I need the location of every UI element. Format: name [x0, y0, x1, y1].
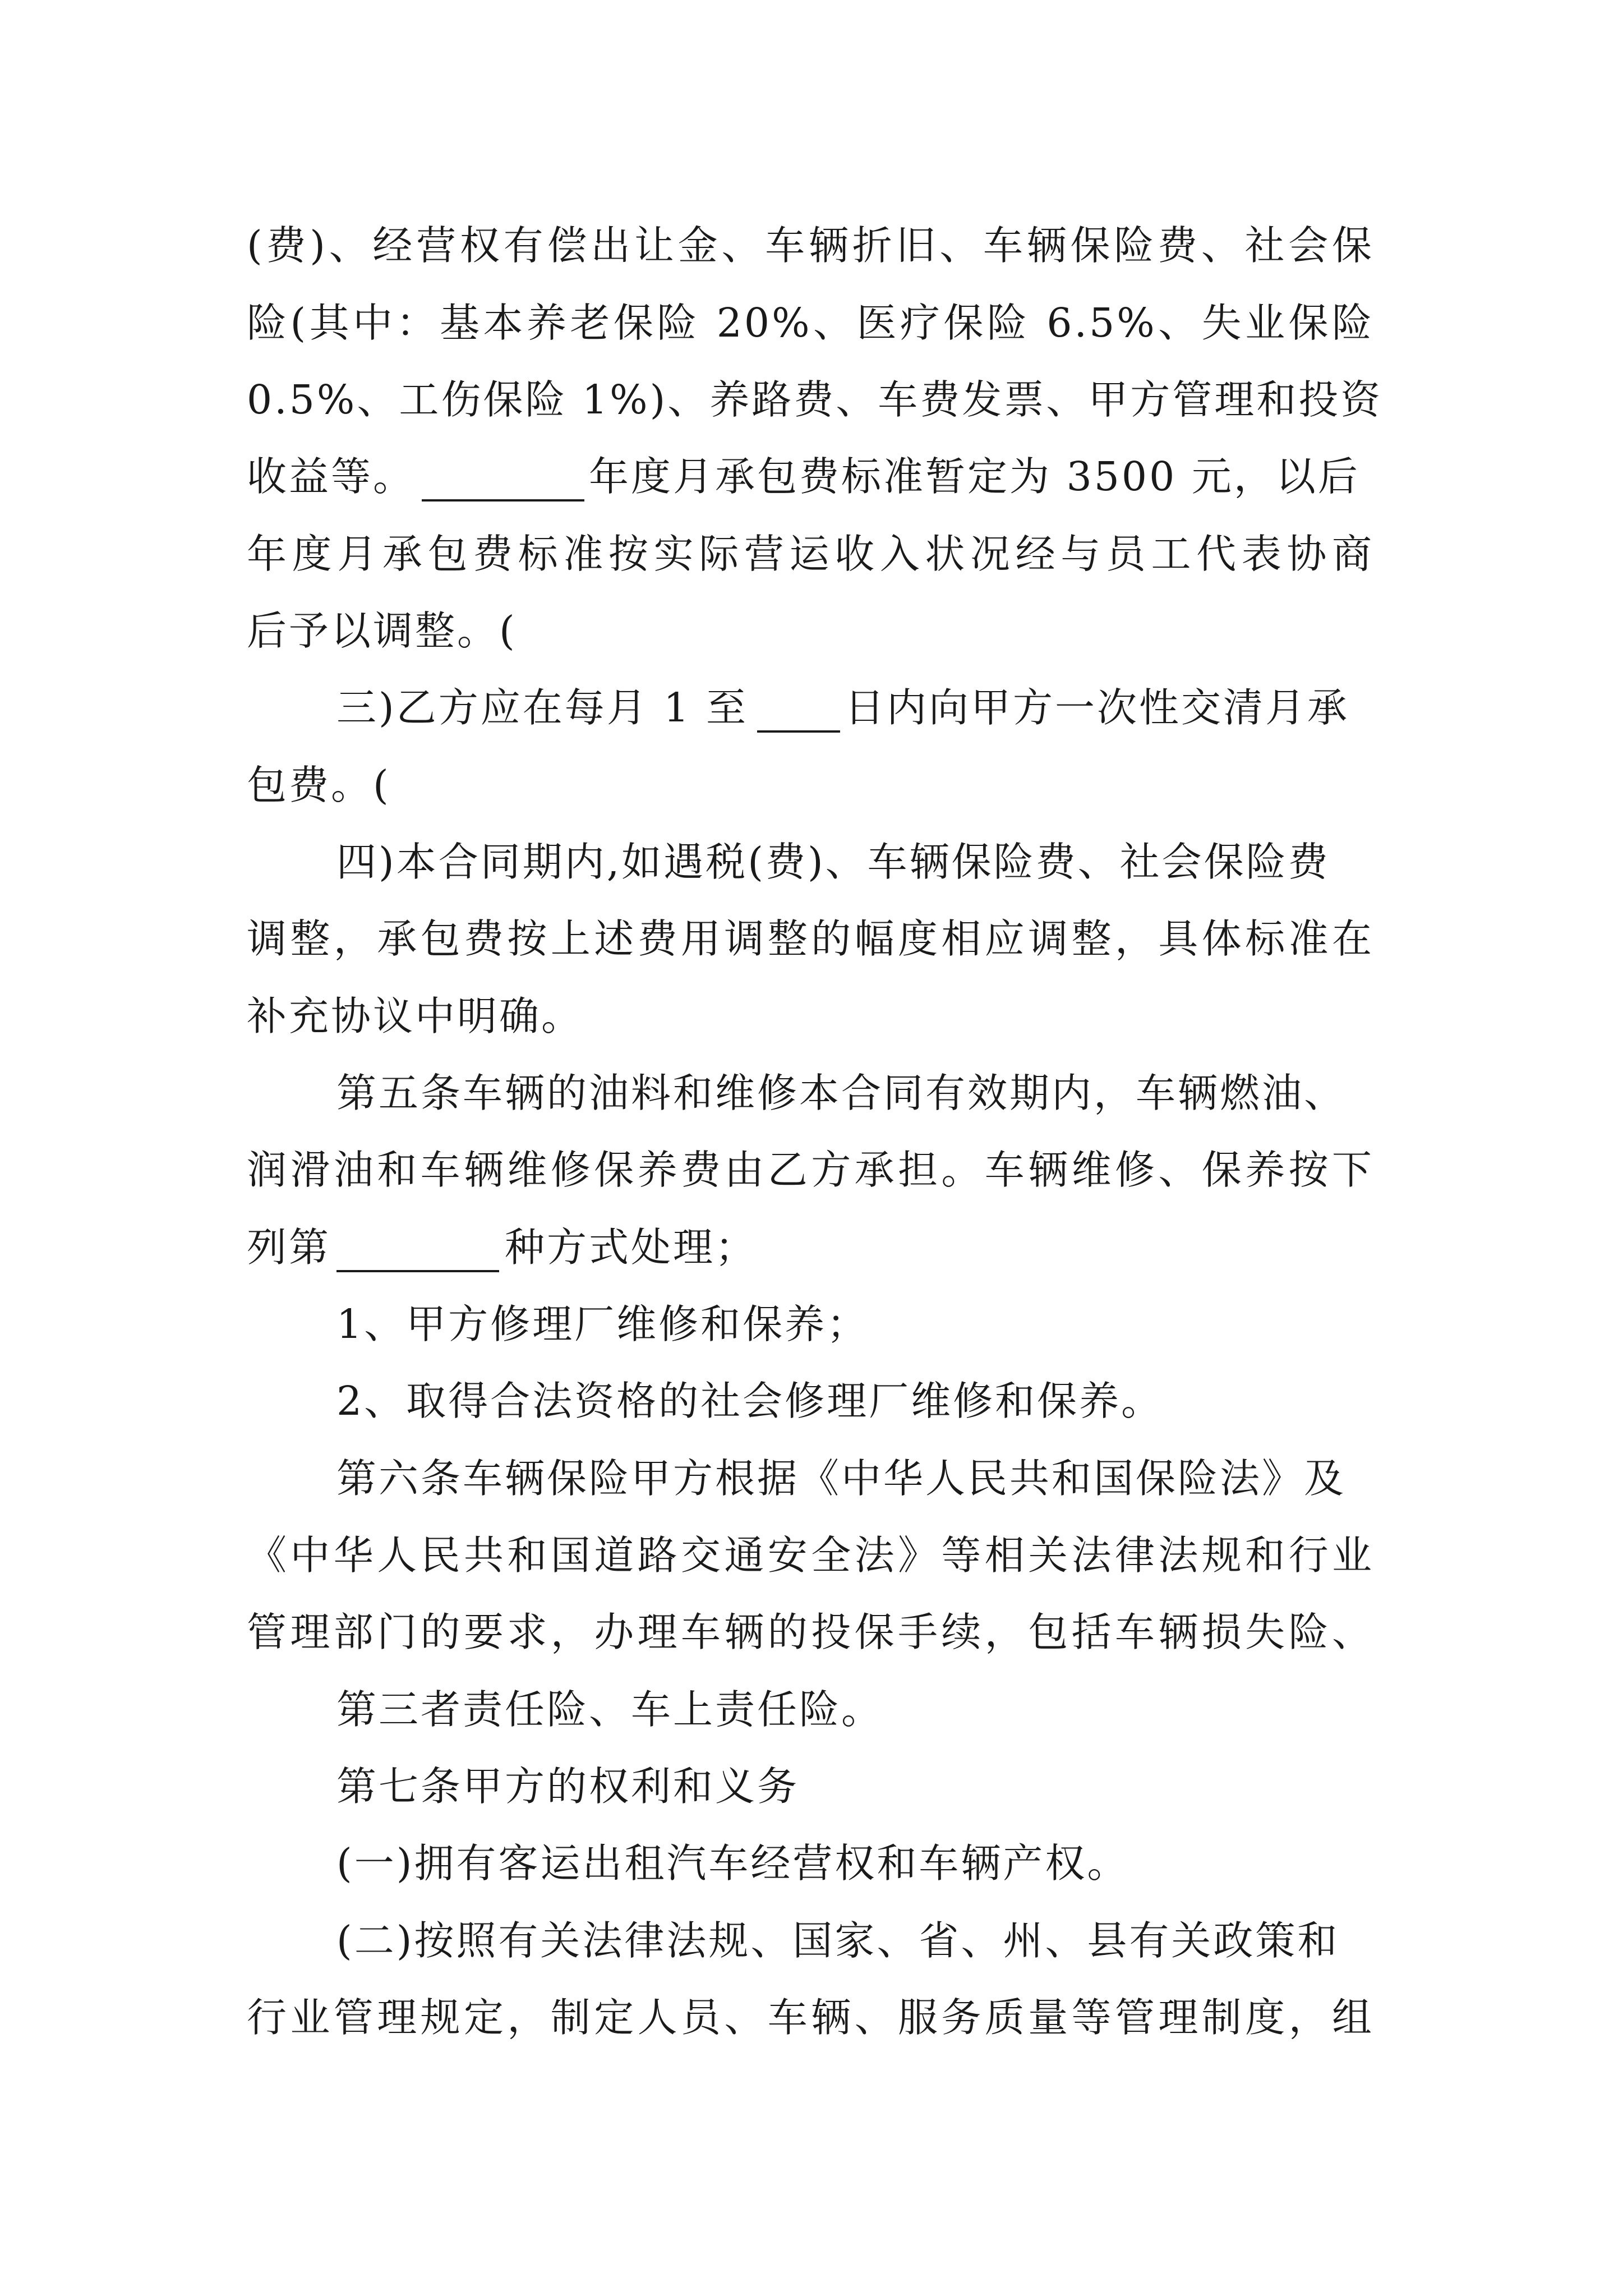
paragraph-text: 《中华人民共和国道路交通安全法》等相关法律法规和行业 — [247, 1532, 1374, 1579]
text-line — [0, 366, 1623, 434]
paragraph-text: 管理部门的要求，办理车辆的投保手续，包括车辆损失险、 — [247, 1609, 1374, 1655]
fill-in-blank — [336, 1225, 499, 1272]
text-line — [0, 1522, 1623, 1589]
paragraph-text: 列第 — [247, 1224, 331, 1271]
paragraph-text: (费)、经营权有偿出让金、车辆折旧、车辆保险费、社会保 — [247, 222, 1374, 269]
paragraph-text: 行业管理规定，制定人员、车辆、服务质量等管理制度，组 — [247, 1994, 1374, 2041]
fill-in-blank — [757, 685, 840, 733]
paragraph-text: 0.5%、工伤保险 1%)、养路费、车费发票、甲方管理和投资 — [247, 376, 1383, 423]
text-line — [0, 597, 1623, 665]
text-line — [0, 289, 1623, 357]
text-line — [0, 983, 1623, 1050]
paragraph-text: 三)乙方应在每月 1 至 — [336, 684, 749, 731]
text-line — [0, 829, 1623, 896]
paragraph-text: 年度月承包费标准暂定为 3500 元，以后 — [589, 453, 1360, 500]
paragraph-text: 收益等。 — [247, 453, 416, 500]
paragraph-text: 第七条甲方的权利和义务 — [336, 1763, 800, 1810]
paragraph-text: 润滑油和车辆维修保养费由乙方承担。车辆维修、保养按下 — [247, 1147, 1374, 1193]
paragraph-text: 后予以调整。( — [247, 608, 517, 654]
text-line — [0, 1137, 1623, 1204]
paragraph-text: 日内向甲方一次性交清月承 — [845, 684, 1350, 731]
text-line — [0, 1445, 1623, 1512]
paragraph-text: 1、甲方修理厂维修和保养； — [336, 1301, 869, 1347]
text-line — [0, 1291, 1623, 1358]
text-line — [0, 905, 1623, 973]
paragraph-text: 补充协议中明确。 — [247, 993, 584, 1039]
text-line — [0, 1599, 1623, 1666]
text-line — [0, 1676, 1623, 1743]
fill-in-blank — [422, 454, 584, 501]
paragraph-text: (一)拥有客运出租汽车经营权和车辆产权。 — [336, 1840, 1129, 1887]
paragraph-text: 种方式处理； — [505, 1224, 758, 1271]
text-line — [0, 1984, 1623, 2051]
paragraph-text: 调整，承包费按上述费用调整的幅度相应调整，具体标准在 — [247, 915, 1374, 962]
text-line — [0, 1060, 1623, 1127]
paragraph-text: 第三者责任险、车上责任险。 — [336, 1686, 884, 1733]
paragraph-text: 年度月承包费标准按实际营运收入状况经与员工代表协商 — [247, 531, 1374, 577]
text-line — [0, 1368, 1623, 1435]
text-line — [0, 212, 1623, 279]
paragraph-text: 四)本合同期内,如遇税(费)、车辆保险费、社会保险费 — [336, 839, 1330, 885]
text-line — [0, 1830, 1623, 1897]
text-line — [0, 752, 1623, 819]
text-line — [0, 443, 1623, 510]
paragraph-text: 包费。( — [247, 762, 391, 808]
text-line — [0, 1907, 1623, 1975]
text-line — [0, 674, 1623, 742]
text-line — [0, 521, 1623, 588]
paragraph-text: 险(其中：基本养老保险 20%、医疗保险 6.5%、失业保险 — [247, 300, 1374, 346]
paragraph-text: 第五条车辆的油料和维修本合同有效期内，车辆燃油、 — [336, 1070, 1347, 1116]
text-line — [0, 1753, 1623, 1820]
paragraph-text: (二)按照有关法律法规、国家、省、州、县有关政策和 — [336, 1917, 1340, 1964]
text-line — [0, 1214, 1623, 1281]
paragraph-text: 第六条车辆保险甲方根据《中华人民共和国保险法》及 — [336, 1455, 1347, 1502]
paragraph-text: 2、取得合法资格的社会修理厂维修和保养。 — [336, 1378, 1164, 1424]
